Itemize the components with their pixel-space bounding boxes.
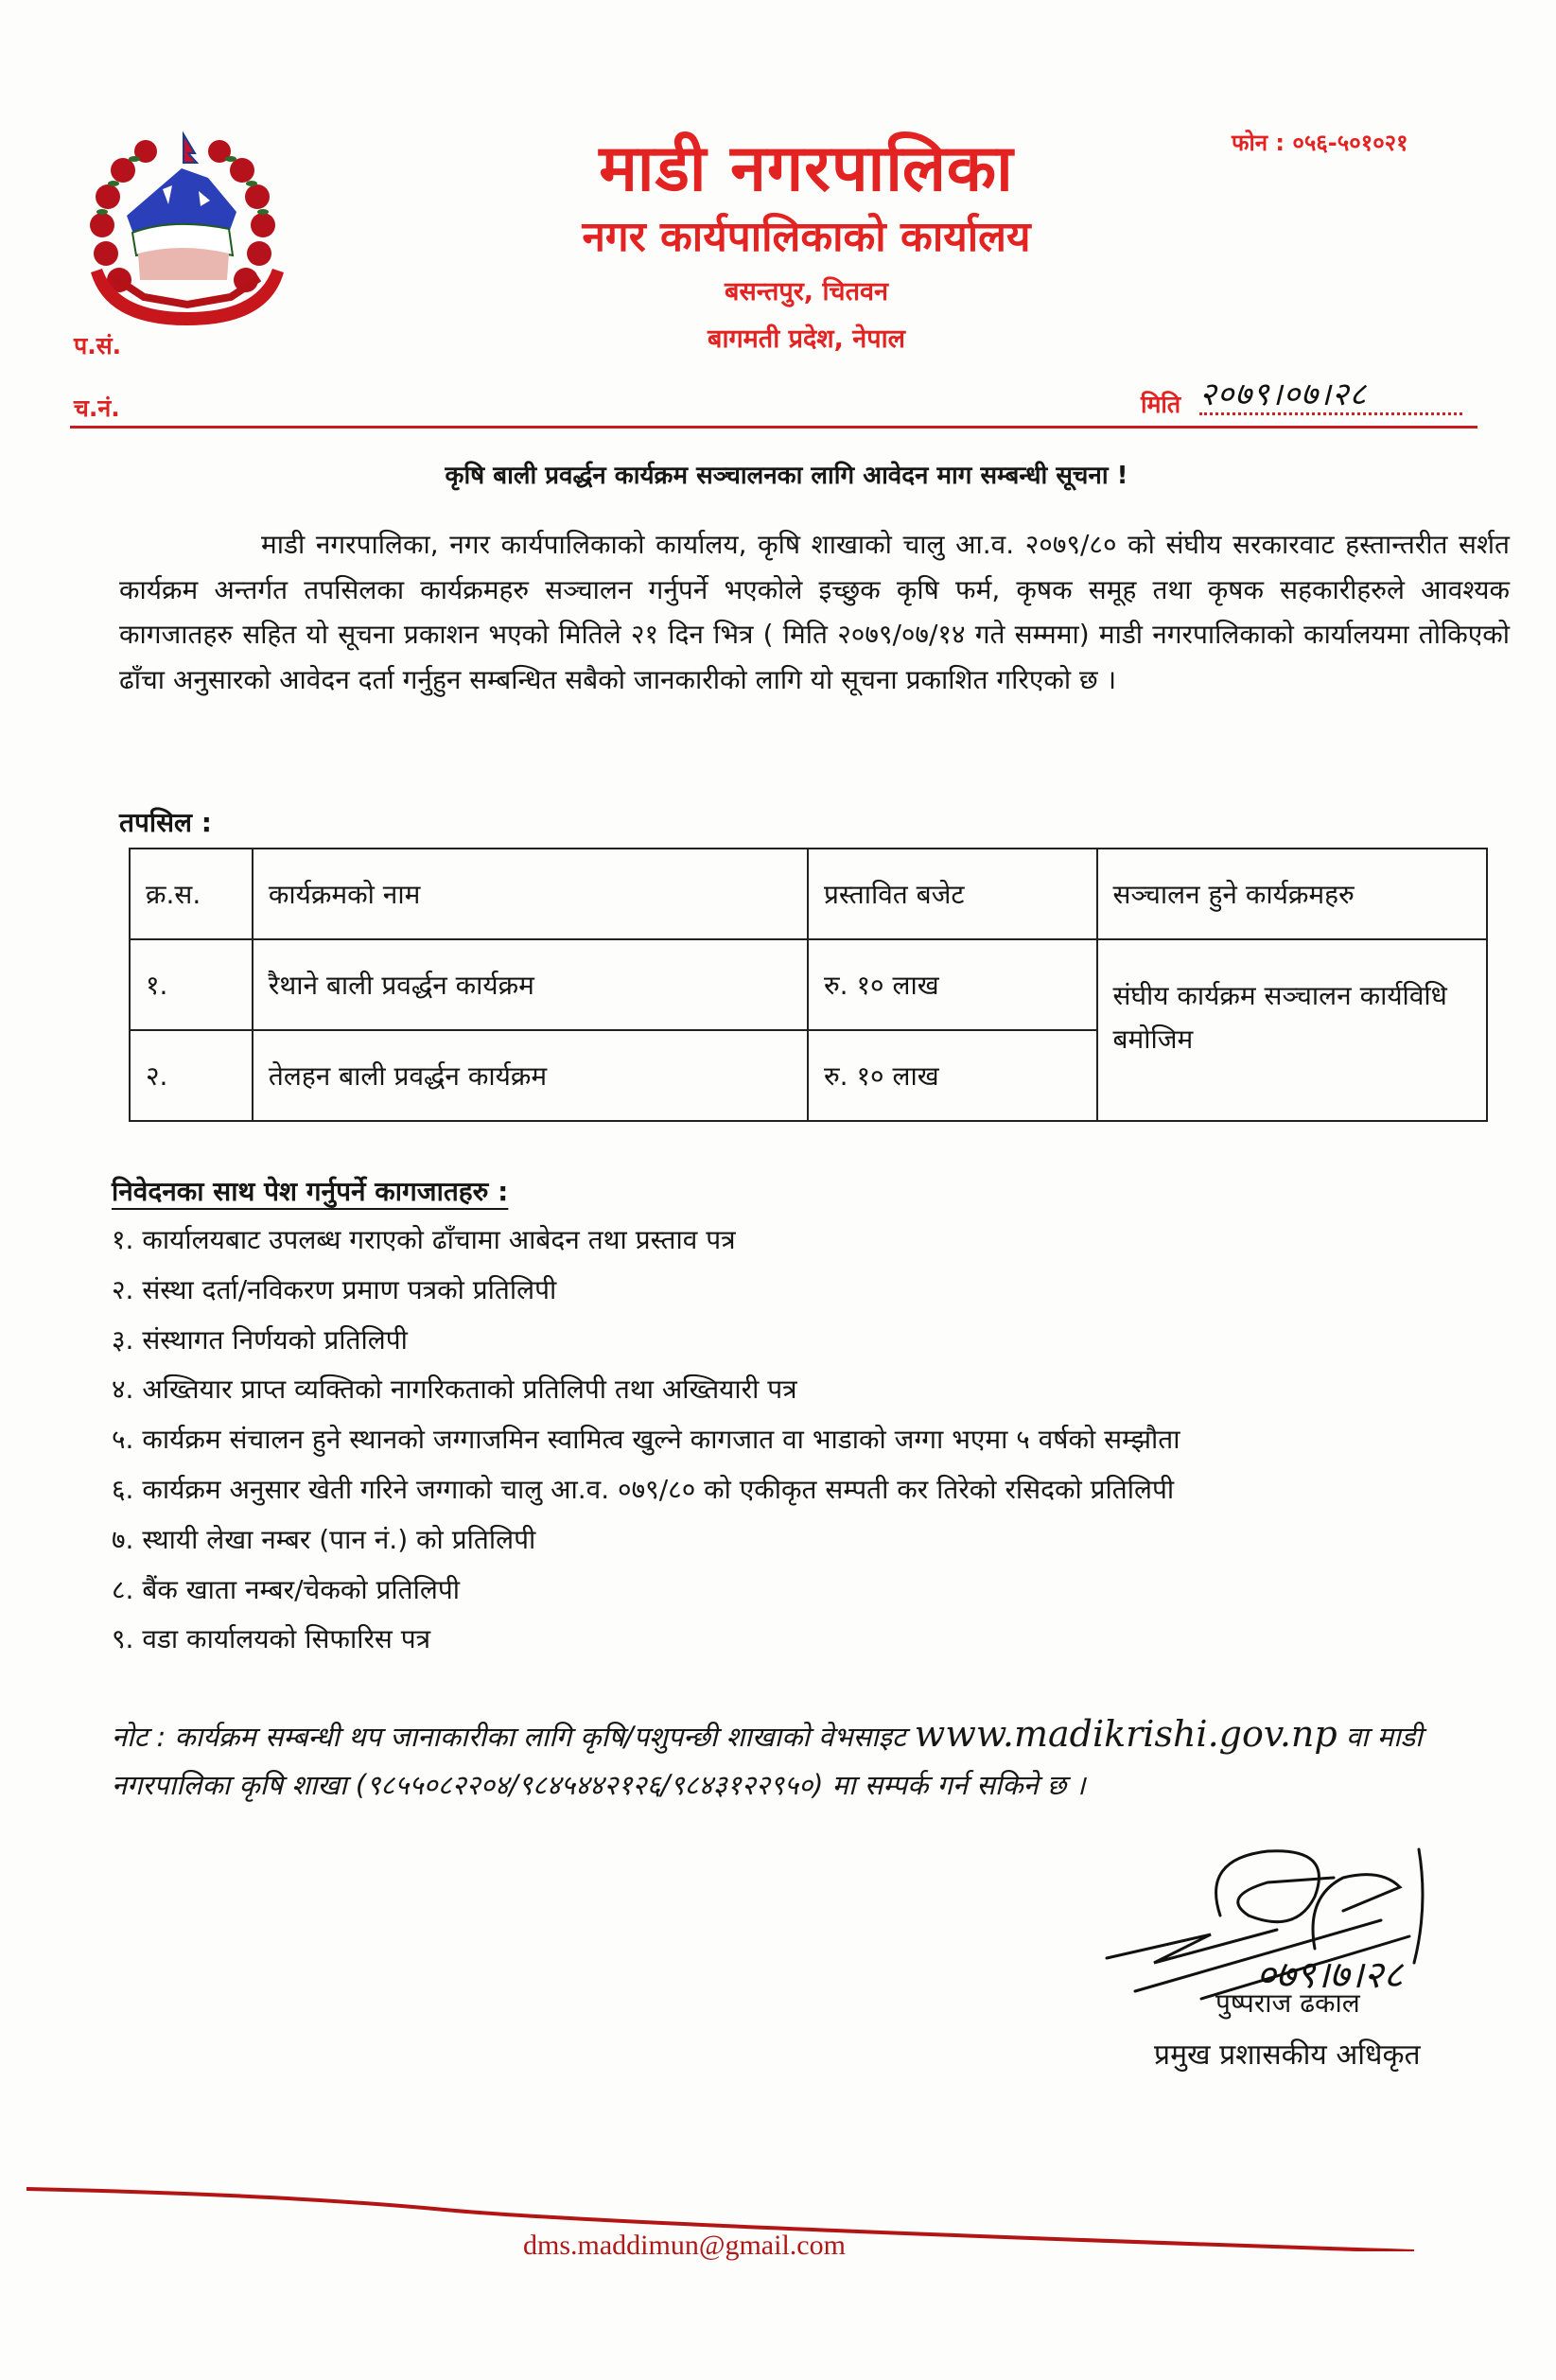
dispatch-number-label: च.नं. bbox=[74, 394, 120, 422]
signatory-name: पुष्पराज ढकाल bbox=[1215, 1987, 1360, 2019]
list-item: ३. संस्थागत निर्णयको प्रतिलिपी bbox=[112, 1323, 408, 1356]
column-header-operation: सञ्चालन हुने कार्यक्रमहरु bbox=[1097, 849, 1487, 939]
list-item: ४. अख्तियार प्राप्त व्यक्तिको नागरिकताको प्रतिलिपी तथा अख्तियारी पत्र bbox=[112, 1374, 797, 1406]
table-header-row bbox=[130, 849, 1487, 939]
required-documents-heading: निवेदनका साथ पेश गर्नुपर्ने कागजातहरु : bbox=[112, 1176, 509, 1207]
details-label: तपसिल : bbox=[119, 807, 212, 838]
list-item: ७. स्थायी लेखा नम्बर (पान नं.) को प्रतिलिपी bbox=[112, 1523, 536, 1555]
notice-body-text: माडी नगरपालिका, नगर कार्यपालिकाको कार्यालय, कृषि शाखाको चालु आ.व. २०७९/८० को संघीय सरकारवाट हस्तान्तरीत सर्शत कार्यक्रम अन्तर्गत तपसिलका कार्यक्रमहरु सञ्चालन गर्नुपर्ने भएकोले इच्छुक कृषि फर्म, कृषक समूह तथा कृषक सहकारीहरुले आवश्यक कागजातहरु सहित यो सूचना प्रकाशन भएको मितिले २१ दिन भित्र ( मिति २०७९/०७/१४ गते सम्ममा) माडी नगरपालिकाको कार्यालयमा तोकिएको ढाँचा अनुसारको आवेदन दर्ता गर्नुहुन सम्बन्धित सबैको जानकारीको लागि यो सूचना प्रकाशित गरिएको छ । bbox=[119, 529, 1510, 695]
date-label: मिति bbox=[1141, 391, 1181, 418]
notice-title: कृषि बाली प्रवर्द्धन कार्यक्रम सञ्चालनका लागि आवेदन माग सम्बन्धी सूचना ! bbox=[445, 462, 1128, 490]
note-text-before: नोट : कार्यक्रम सम्बन्धी थप जानाकारीका लागि कृषि/पशुपन्छी शाखाको वेभसाइट bbox=[112, 1721, 915, 1753]
municipality-name: माडी नगरपालिका bbox=[599, 131, 1014, 206]
list-item: २. संस्था दर्ता/नविकरण प्रमाण पत्रको प्रतिलिपी bbox=[112, 1273, 557, 1305]
row-sn: २. bbox=[130, 1030, 253, 1121]
row-sn: १. bbox=[130, 939, 253, 1030]
notice-body bbox=[119, 522, 1510, 702]
note-text-after: वा माडी नगरपालिका कृषि शाखा (९८५५०८२२०४/९८४५४४२१२६/९८४३१२२९५०) मा सम्पर्क गर्न सकिने छ । bbox=[112, 1721, 1423, 1801]
list-item: ६. कार्यक्रम अनुसार खेती गरिने जग्गाको चालु आ.व. ०७९/८० को एकीकृत सम्पती कर तिरेको रसिदको प्रतिलिपी bbox=[112, 1473, 1175, 1505]
office-province: बागमती प्रदेश, नेपाल bbox=[708, 324, 905, 354]
row-program-name: तेलहन बाली प्रवर्द्धन कार्यक्रम bbox=[253, 1030, 808, 1121]
website-link[interactable]: www.madikrishi.gov.np bbox=[914, 1713, 1337, 1755]
signatory-designation: प्रमुख प्रशासकीय अधिकृत bbox=[1154, 2039, 1421, 2072]
letter-number-label: प.सं. bbox=[74, 332, 122, 359]
list-item: ९. वडा कार्यालयको सिफारिस पत्र bbox=[112, 1623, 431, 1655]
row-operation-basis: संघीय कार्यक्रम सञ्चालन कार्यविधि बमोजिम bbox=[1097, 939, 1487, 1121]
signature-date: ०७९।७।२८ bbox=[1256, 1953, 1404, 1997]
list-item: ५. कार्यक्रम संचालन हुने स्थानको जग्गाजमिन स्वामित्व खुल्ने कागजात वा भाडाको जग्गा भएमा ५ वर्षको सम्झौता bbox=[112, 1424, 1180, 1456]
office-location: बसन्तपुर, चितवन bbox=[725, 277, 888, 306]
office-name: नगर कार्यपालिकाको कार्यालय bbox=[582, 213, 1031, 261]
row-program-name: रैथाने बाली प्रवर्द्धन कार्यक्रम bbox=[253, 939, 808, 1030]
column-header-budget: प्रस्तावित बजेट bbox=[808, 849, 1097, 939]
row-budget: रु. १० लाख bbox=[808, 939, 1097, 1030]
phone-number: फोन : ०५६-५०१०२१ bbox=[1232, 130, 1408, 156]
row-budget: रु. १० लाख bbox=[808, 1030, 1097, 1121]
column-header-sn: क्र.स. bbox=[130, 849, 253, 939]
list-item: ८. बैंक खाता नम्बर/चेकको प्रतिलिपी bbox=[112, 1573, 461, 1605]
handwritten-signature bbox=[1097, 1830, 1513, 2001]
required-documents-list bbox=[112, 1216, 1180, 1665]
date-value-handwritten: २०७९।०७।२८ bbox=[1199, 376, 1368, 413]
date-dotted-line bbox=[1199, 412, 1462, 415]
table-row bbox=[130, 939, 1487, 1030]
program-table bbox=[129, 848, 1488, 1122]
list-item: १. कार्यालयबाट उपलब्ध गराएको ढाँचामा आबेदन तथा प्रस्ताव पत्र bbox=[112, 1224, 736, 1255]
footer-email[interactable]: dms.maddimun@gmail.com bbox=[523, 2230, 846, 2261]
column-header-program-name: कार्यक्रमको नाम bbox=[253, 849, 808, 939]
contact-note bbox=[112, 1710, 1530, 1810]
letterhead-divider bbox=[70, 426, 1477, 429]
